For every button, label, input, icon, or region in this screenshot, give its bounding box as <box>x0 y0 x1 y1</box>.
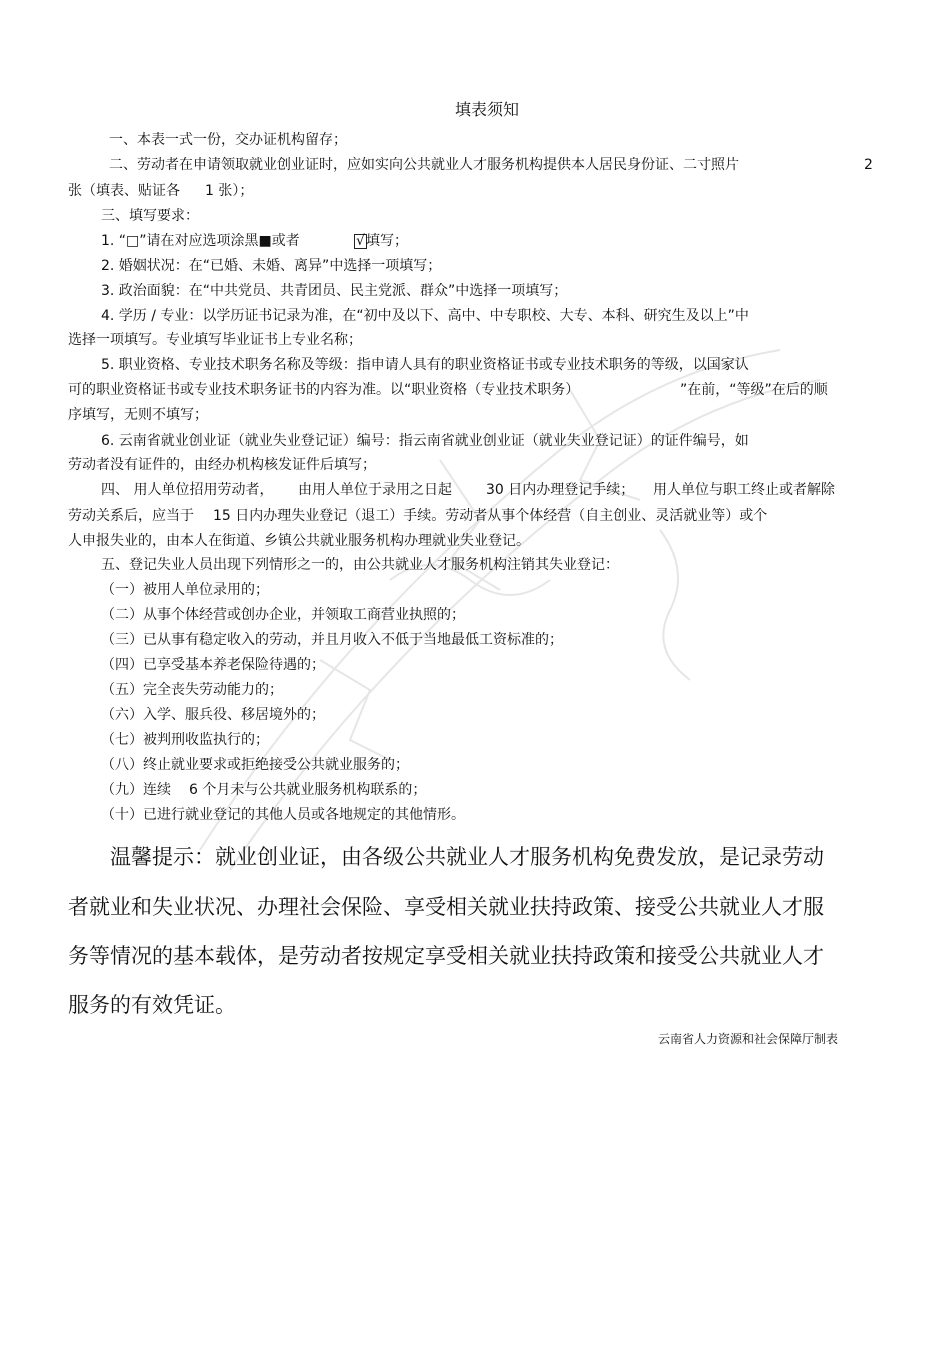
requirement-5-line-2a: 可的职业资格证书或专业技术职务证书的内容为准。以“职业资格（专业技术职务） <box>68 382 580 398</box>
requirement-1a: 1. “□”请在对应选项涂黑■或者 <box>101 233 300 249</box>
requirement-4-line-2: 选择一项填写。专业填写毕业证书上专业名称； <box>68 332 362 348</box>
checkmark-icon: √ <box>356 233 365 249</box>
condition-10: （十）已进行就业登记的其他人员或各地规定的其他情形。 <box>101 807 465 823</box>
requirement-5-line-2b: ”在前，“等级”在后的顺 <box>680 382 828 398</box>
note-1: 一、本表一式一份，交办证机构留存； <box>109 132 347 148</box>
tip-line-2: 者就业和失业状况、办理社会保险、享受相关就业扶持政策、接受公共就业人才服 <box>68 895 824 919</box>
note-4-part-a: 四、 用人单位招用劳动者， <box>101 482 274 498</box>
condition-3: （三）已从事有稳定收入的劳动，并且月收入不低于当地最低工资标准的； <box>101 632 563 648</box>
note-4-part-b: 由用人单位于录用之日起 <box>298 482 452 498</box>
note-4-part-e: 劳动关系后，应当于 <box>68 508 194 524</box>
note-4-part-c: 30 日内办理登记手续； <box>486 482 635 498</box>
note-4-part-g: 人申报失业的，由本人在街道、乡镇公共就业服务机构办理就业失业登记。 <box>68 533 530 549</box>
requirement-6-line-1: 6. 云南省就业创业证（就业失业登记证）编号：指云南省就业创业证（就业失业登记证）的证件编号，如 <box>101 433 749 449</box>
requirement-5-line-1: 5. 职业资格、专业技术职务名称及等级：指申请人具有的职业资格证书或专业技术职务的等级，以国家认 <box>101 357 749 373</box>
requirement-1b: 填写； <box>366 233 408 249</box>
condition-4: （四）已享受基本养老保险待遇的； <box>101 657 325 673</box>
requirement-3: 3. 政治面貌：在“中共党员、共青团员、民主党派、群众”中选择一项填写； <box>101 283 568 299</box>
condition-9b: 6 个月未与公共就业服务机构联系的； <box>189 782 427 798</box>
note-3-heading: 三、填写要求： <box>101 208 199 224</box>
tip-line-3: 务等情况的基本载体，是劳动者按规定享受相关就业扶持政策和接受公共就业人才 <box>68 944 824 968</box>
condition-9a: （九）连续 <box>101 782 171 798</box>
requirement-6-line-2: 劳动者没有证件的，由经办机构核发证件后填写； <box>68 457 376 473</box>
tip-line-4: 服务的有效凭证。 <box>68 993 236 1017</box>
note-2-line-2a: 张（填表、贴证各 <box>68 183 180 199</box>
issuer-signature: 云南省人力资源和社会保障厅制表 <box>658 1032 839 1046</box>
condition-5: （五）完全丧失劳动能力的； <box>101 682 283 698</box>
condition-7: （七）被判刑收监执行的； <box>101 732 269 748</box>
requirement-4-line-1: 4. 学历 / 专业：以学历证书记录为准，在“初中及以下、高中、中专职校、大专、本科、研究生及以上”中 <box>101 308 749 324</box>
note-5-heading: 五、登记失业人员出现下列情形之一的，由公共就业人才服务机构注销其失业登记： <box>101 557 619 573</box>
note-2-photo-count: 2 <box>864 157 873 173</box>
note-4-part-f: 15 日内办理失业登记（退工）手续。劳动者从事个体经营（自主创业、灵活就业等）或个 <box>213 508 768 524</box>
condition-1: （一）被用人单位录用的； <box>101 582 269 598</box>
condition-2: （二）从事个体经营或创办企业，并领取工商营业执照的； <box>101 607 465 623</box>
requirement-5-line-3: 序填写，无则不填写； <box>68 407 208 423</box>
condition-6: （六）入学、服兵役、移居境外的； <box>101 707 325 723</box>
condition-8: （八）终止就业要求或拒绝接受公共就业服务的； <box>101 757 409 773</box>
note-2-line-1: 二、劳动者在申请领取就业创业证时，应如实向公共就业人才服务机构提供本人居民身份证、二寸照片 <box>109 157 739 173</box>
note-2-line-2b: 1 张）； <box>205 183 254 199</box>
requirement-2: 2. 婚姻状况：在“已婚、未婚、离异”中选择一项填写； <box>101 258 442 274</box>
tip-line-1: 温馨提示：就业创业证，由各级公共就业人才服务机构免费发放，是记录劳动 <box>110 845 824 869</box>
page-title: 填表须知 <box>455 100 520 119</box>
note-4-part-d: 用人单位与职工终止或者解除 <box>653 482 835 498</box>
